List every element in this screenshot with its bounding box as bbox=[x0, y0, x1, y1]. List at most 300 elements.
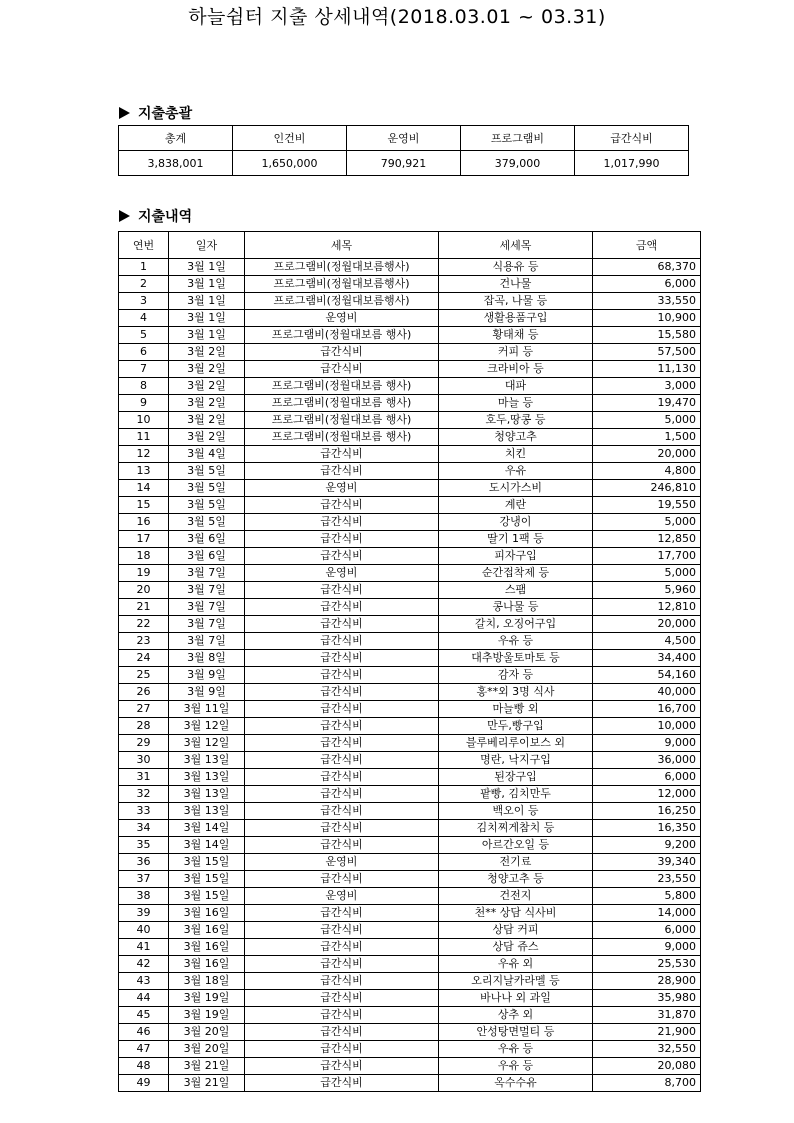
row-date: 3월 18일 bbox=[169, 973, 245, 990]
row-date: 3월 20일 bbox=[169, 1024, 245, 1041]
row-item: 오리지날카라멜 등 bbox=[439, 973, 593, 990]
row-date: 3월 15일 bbox=[169, 854, 245, 871]
row-number: 20 bbox=[119, 582, 169, 599]
row-item: 황태채 등 bbox=[439, 327, 593, 344]
table-row bbox=[119, 633, 701, 650]
row-number: 44 bbox=[119, 990, 169, 1007]
row-category: 급간식비 bbox=[245, 667, 439, 684]
row-item: 크라비아 등 bbox=[439, 361, 593, 378]
summary-value-row bbox=[119, 151, 689, 176]
row-amount: 32,550 bbox=[593, 1041, 701, 1058]
row-category: 급간식비 bbox=[245, 548, 439, 565]
row-date: 3월 5일 bbox=[169, 463, 245, 480]
row-category: 운영비 bbox=[245, 480, 439, 497]
row-amount: 31,870 bbox=[593, 1007, 701, 1024]
summary-value-cell: 790,921 bbox=[347, 151, 461, 176]
row-item: 계란 bbox=[439, 497, 593, 514]
row-item: 상추 외 bbox=[439, 1007, 593, 1024]
summary-header-cell: 총계 bbox=[119, 126, 233, 151]
row-item: 커피 등 bbox=[439, 344, 593, 361]
row-date: 3월 1일 bbox=[169, 293, 245, 310]
row-number: 49 bbox=[119, 1075, 169, 1092]
table-row bbox=[119, 565, 701, 582]
row-date: 3월 8일 bbox=[169, 650, 245, 667]
row-date: 3월 14일 bbox=[169, 837, 245, 854]
row-date: 3월 5일 bbox=[169, 514, 245, 531]
row-number: 25 bbox=[119, 667, 169, 684]
row-date: 3월 19일 bbox=[169, 1007, 245, 1024]
row-category: 급간식비 bbox=[245, 769, 439, 786]
row-category: 프로그램비(정월대보름 행사) bbox=[245, 429, 439, 446]
row-amount: 57,500 bbox=[593, 344, 701, 361]
row-item: 딸기 1팩 등 bbox=[439, 531, 593, 548]
table-row bbox=[119, 378, 701, 395]
row-item: 대추방울토마토 등 bbox=[439, 650, 593, 667]
row-item: 블루베리루이보스 외 bbox=[439, 735, 593, 752]
row-category: 급간식비 bbox=[245, 786, 439, 803]
table-row bbox=[119, 820, 701, 837]
row-item: 식용유 등 bbox=[439, 259, 593, 276]
row-category: 급간식비 bbox=[245, 344, 439, 361]
row-number: 37 bbox=[119, 871, 169, 888]
details-table bbox=[118, 231, 701, 1092]
row-amount: 1,500 bbox=[593, 429, 701, 446]
row-amount: 6,000 bbox=[593, 922, 701, 939]
row-number: 4 bbox=[119, 310, 169, 327]
row-number: 46 bbox=[119, 1024, 169, 1041]
row-item: 아르간오일 등 bbox=[439, 837, 593, 854]
row-date: 3월 15일 bbox=[169, 871, 245, 888]
row-date: 3월 13일 bbox=[169, 803, 245, 820]
row-item: 전기료 bbox=[439, 854, 593, 871]
row-item: 치킨 bbox=[439, 446, 593, 463]
row-category: 운영비 bbox=[245, 888, 439, 905]
row-category: 급간식비 bbox=[245, 684, 439, 701]
summary-header-cell: 운영비 bbox=[347, 126, 461, 151]
row-number: 13 bbox=[119, 463, 169, 480]
row-item: 피자구입 bbox=[439, 548, 593, 565]
row-date: 3월 14일 bbox=[169, 820, 245, 837]
row-category: 급간식비 bbox=[245, 599, 439, 616]
table-row bbox=[119, 514, 701, 531]
table-row bbox=[119, 463, 701, 480]
row-amount: 16,700 bbox=[593, 701, 701, 718]
row-number: 19 bbox=[119, 565, 169, 582]
summary-value-cell: 1,650,000 bbox=[233, 151, 347, 176]
row-number: 38 bbox=[119, 888, 169, 905]
row-item: 생활용품구입 bbox=[439, 310, 593, 327]
row-category: 프로그램비(정월대보름행사) bbox=[245, 276, 439, 293]
row-category: 급간식비 bbox=[245, 752, 439, 769]
row-item: 팥빵, 김치만두 bbox=[439, 786, 593, 803]
row-number: 27 bbox=[119, 701, 169, 718]
row-amount: 20,080 bbox=[593, 1058, 701, 1075]
table-row bbox=[119, 361, 701, 378]
summary-header-cell: 인건비 bbox=[233, 126, 347, 151]
row-item: 명란, 낙지구입 bbox=[439, 752, 593, 769]
row-number: 34 bbox=[119, 820, 169, 837]
row-date: 3월 7일 bbox=[169, 616, 245, 633]
summary-heading-label: 지출총괄 bbox=[138, 106, 193, 122]
table-row bbox=[119, 1007, 701, 1024]
table-row bbox=[119, 480, 701, 497]
summary-header-row bbox=[119, 126, 689, 151]
table-row bbox=[119, 531, 701, 548]
table-row bbox=[119, 293, 701, 310]
table-row bbox=[119, 718, 701, 735]
row-number: 29 bbox=[119, 735, 169, 752]
summary-value-cell: 1,017,990 bbox=[575, 151, 689, 176]
summary-table bbox=[118, 125, 689, 176]
row-amount: 11,130 bbox=[593, 361, 701, 378]
row-number: 18 bbox=[119, 548, 169, 565]
row-item: 우유 등 bbox=[439, 633, 593, 650]
triangle-bullet-icon bbox=[119, 210, 130, 222]
row-number: 32 bbox=[119, 786, 169, 803]
table-row bbox=[119, 327, 701, 344]
row-item: 우유 bbox=[439, 463, 593, 480]
table-row bbox=[119, 1024, 701, 1041]
row-amount: 5,000 bbox=[593, 412, 701, 429]
row-amount: 6,000 bbox=[593, 769, 701, 786]
row-item: 청양고추 등 bbox=[439, 871, 593, 888]
row-number: 11 bbox=[119, 429, 169, 446]
summary-header-cell: 프로그램비 bbox=[461, 126, 575, 151]
row-item: 감자 등 bbox=[439, 667, 593, 684]
row-date: 3월 9일 bbox=[169, 667, 245, 684]
row-number: 2 bbox=[119, 276, 169, 293]
row-item: 강냉이 bbox=[439, 514, 593, 531]
row-amount: 34,400 bbox=[593, 650, 701, 667]
details-table-body bbox=[119, 259, 701, 1092]
row-amount: 9,000 bbox=[593, 735, 701, 752]
row-date: 3월 2일 bbox=[169, 361, 245, 378]
row-category: 급간식비 bbox=[245, 1024, 439, 1041]
row-amount: 6,000 bbox=[593, 276, 701, 293]
table-row bbox=[119, 446, 701, 463]
row-number: 24 bbox=[119, 650, 169, 667]
table-row bbox=[119, 1041, 701, 1058]
row-category: 급간식비 bbox=[245, 922, 439, 939]
details-heading-label: 지출내역 bbox=[138, 209, 193, 225]
row-number: 9 bbox=[119, 395, 169, 412]
row-date: 3월 7일 bbox=[169, 599, 245, 616]
row-amount: 5,000 bbox=[593, 565, 701, 582]
row-amount: 8,700 bbox=[593, 1075, 701, 1092]
table-row bbox=[119, 922, 701, 939]
row-amount: 10,000 bbox=[593, 718, 701, 735]
row-item: 갈치, 오징어구입 bbox=[439, 616, 593, 633]
details-header-row bbox=[119, 232, 701, 259]
row-amount: 5,000 bbox=[593, 514, 701, 531]
row-amount: 9,200 bbox=[593, 837, 701, 854]
row-amount: 4,500 bbox=[593, 633, 701, 650]
row-number: 8 bbox=[119, 378, 169, 395]
row-item: 백오이 등 bbox=[439, 803, 593, 820]
row-item: 호두,땅콩 등 bbox=[439, 412, 593, 429]
row-date: 3월 13일 bbox=[169, 769, 245, 786]
row-category: 급간식비 bbox=[245, 820, 439, 837]
row-number: 21 bbox=[119, 599, 169, 616]
row-date: 3월 16일 bbox=[169, 939, 245, 956]
row-date: 3월 11일 bbox=[169, 701, 245, 718]
row-item: 상담 쥬스 bbox=[439, 939, 593, 956]
row-category: 급간식비 bbox=[245, 871, 439, 888]
row-date: 3월 7일 bbox=[169, 565, 245, 582]
row-item: 잡곡, 나물 등 bbox=[439, 293, 593, 310]
row-amount: 20,000 bbox=[593, 616, 701, 633]
row-category: 급간식비 bbox=[245, 939, 439, 956]
row-item: 콩나물 등 bbox=[439, 599, 593, 616]
table-row bbox=[119, 752, 701, 769]
row-amount: 23,550 bbox=[593, 871, 701, 888]
row-amount: 39,340 bbox=[593, 854, 701, 871]
row-number: 33 bbox=[119, 803, 169, 820]
row-date: 3월 20일 bbox=[169, 1041, 245, 1058]
details-header-cell: 세세목 bbox=[439, 232, 593, 259]
row-number: 17 bbox=[119, 531, 169, 548]
row-category: 급간식비 bbox=[245, 837, 439, 854]
row-category: 급간식비 bbox=[245, 803, 439, 820]
summary-heading bbox=[119, 103, 192, 123]
row-number: 16 bbox=[119, 514, 169, 531]
table-row bbox=[119, 990, 701, 1007]
row-date: 3월 16일 bbox=[169, 956, 245, 973]
row-date: 3월 16일 bbox=[169, 922, 245, 939]
row-category: 프로그램비(정월대보름 행사) bbox=[245, 327, 439, 344]
row-category: 프로그램비(정월대보름 행사) bbox=[245, 412, 439, 429]
row-category: 급간식비 bbox=[245, 1007, 439, 1024]
row-category: 급간식비 bbox=[245, 956, 439, 973]
row-date: 3월 13일 bbox=[169, 752, 245, 769]
row-amount: 54,160 bbox=[593, 667, 701, 684]
row-date: 3월 13일 bbox=[169, 786, 245, 803]
table-row bbox=[119, 1075, 701, 1092]
summary-header-cell: 급간식비 bbox=[575, 126, 689, 151]
row-amount: 40,000 bbox=[593, 684, 701, 701]
row-item: 홍**외 3명 식사 bbox=[439, 684, 593, 701]
table-row bbox=[119, 684, 701, 701]
row-category: 프로그램비(정월대보름행사) bbox=[245, 293, 439, 310]
row-date: 3월 2일 bbox=[169, 378, 245, 395]
table-row bbox=[119, 786, 701, 803]
row-number: 22 bbox=[119, 616, 169, 633]
row-number: 40 bbox=[119, 922, 169, 939]
row-category: 급간식비 bbox=[245, 735, 439, 752]
row-item: 만두,빵구입 bbox=[439, 718, 593, 735]
row-item: 마늘 등 bbox=[439, 395, 593, 412]
row-date: 3월 7일 bbox=[169, 633, 245, 650]
row-date: 3월 2일 bbox=[169, 344, 245, 361]
page-title: 하늘쉼터 지출 상세내역(2018.03.01 ~ 03.31) bbox=[188, 6, 606, 28]
row-item: 김치찌게참치 등 bbox=[439, 820, 593, 837]
row-date: 3월 12일 bbox=[169, 718, 245, 735]
table-row bbox=[119, 956, 701, 973]
row-amount: 36,000 bbox=[593, 752, 701, 769]
row-number: 1 bbox=[119, 259, 169, 276]
triangle-bullet-icon bbox=[119, 107, 130, 119]
row-category: 급간식비 bbox=[245, 582, 439, 599]
row-amount: 16,350 bbox=[593, 820, 701, 837]
row-item: 천** 상담 식사비 bbox=[439, 905, 593, 922]
table-row bbox=[119, 905, 701, 922]
row-item: 우유 외 bbox=[439, 956, 593, 973]
row-item: 건전지 bbox=[439, 888, 593, 905]
row-category: 급간식비 bbox=[245, 1058, 439, 1075]
row-category: 급간식비 bbox=[245, 616, 439, 633]
row-category: 급간식비 bbox=[245, 990, 439, 1007]
row-amount: 20,000 bbox=[593, 446, 701, 463]
row-date: 3월 4일 bbox=[169, 446, 245, 463]
row-amount: 5,800 bbox=[593, 888, 701, 905]
row-amount: 21,900 bbox=[593, 1024, 701, 1041]
row-date: 3월 6일 bbox=[169, 548, 245, 565]
row-number: 15 bbox=[119, 497, 169, 514]
row-amount: 19,470 bbox=[593, 395, 701, 412]
row-number: 45 bbox=[119, 1007, 169, 1024]
table-row bbox=[119, 582, 701, 599]
table-row bbox=[119, 803, 701, 820]
row-category: 운영비 bbox=[245, 854, 439, 871]
row-category: 급간식비 bbox=[245, 633, 439, 650]
row-date: 3월 21일 bbox=[169, 1058, 245, 1075]
row-category: 급간식비 bbox=[245, 905, 439, 922]
row-amount: 25,530 bbox=[593, 956, 701, 973]
table-row bbox=[119, 888, 701, 905]
row-item: 옥수수유 bbox=[439, 1075, 593, 1092]
row-item: 대파 bbox=[439, 378, 593, 395]
row-date: 3월 6일 bbox=[169, 531, 245, 548]
row-amount: 246,810 bbox=[593, 480, 701, 497]
row-amount: 19,550 bbox=[593, 497, 701, 514]
row-amount: 4,800 bbox=[593, 463, 701, 480]
row-category: 운영비 bbox=[245, 310, 439, 327]
row-amount: 17,700 bbox=[593, 548, 701, 565]
row-number: 28 bbox=[119, 718, 169, 735]
details-header-cell: 일자 bbox=[169, 232, 245, 259]
table-row bbox=[119, 769, 701, 786]
summary-value-cell: 379,000 bbox=[461, 151, 575, 176]
table-row bbox=[119, 616, 701, 633]
table-row bbox=[119, 548, 701, 565]
row-number: 43 bbox=[119, 973, 169, 990]
table-row bbox=[119, 344, 701, 361]
row-number: 10 bbox=[119, 412, 169, 429]
row-amount: 16,250 bbox=[593, 803, 701, 820]
row-amount: 35,980 bbox=[593, 990, 701, 1007]
table-row bbox=[119, 395, 701, 412]
table-row bbox=[119, 412, 701, 429]
row-category: 급간식비 bbox=[245, 531, 439, 548]
row-number: 23 bbox=[119, 633, 169, 650]
row-number: 42 bbox=[119, 956, 169, 973]
row-date: 3월 5일 bbox=[169, 497, 245, 514]
row-category: 급간식비 bbox=[245, 463, 439, 480]
row-category: 급간식비 bbox=[245, 718, 439, 735]
row-item: 마늘빵 외 bbox=[439, 701, 593, 718]
row-category: 급간식비 bbox=[245, 497, 439, 514]
row-amount: 12,000 bbox=[593, 786, 701, 803]
row-number: 30 bbox=[119, 752, 169, 769]
row-category: 급간식비 bbox=[245, 973, 439, 990]
row-date: 3월 7일 bbox=[169, 582, 245, 599]
table-row bbox=[119, 310, 701, 327]
table-row bbox=[119, 837, 701, 854]
row-amount: 14,000 bbox=[593, 905, 701, 922]
row-category: 급간식비 bbox=[245, 1041, 439, 1058]
row-date: 3월 19일 bbox=[169, 990, 245, 1007]
row-amount: 28,900 bbox=[593, 973, 701, 990]
row-category: 급간식비 bbox=[245, 1075, 439, 1092]
table-row bbox=[119, 497, 701, 514]
row-category: 프로그램비(정월대보름 행사) bbox=[245, 395, 439, 412]
row-category: 프로그램비(정월대보름행사) bbox=[245, 259, 439, 276]
row-amount: 9,000 bbox=[593, 939, 701, 956]
table-row bbox=[119, 701, 701, 718]
row-item: 안성탕면멀티 등 bbox=[439, 1024, 593, 1041]
table-row bbox=[119, 650, 701, 667]
row-date: 3월 9일 bbox=[169, 684, 245, 701]
row-item: 우유 등 bbox=[439, 1041, 593, 1058]
row-amount: 5,960 bbox=[593, 582, 701, 599]
summary-value-cell: 3,838,001 bbox=[119, 151, 233, 176]
row-category: 운영비 bbox=[245, 565, 439, 582]
row-date: 3월 21일 bbox=[169, 1075, 245, 1092]
row-number: 12 bbox=[119, 446, 169, 463]
row-item: 청양고추 bbox=[439, 429, 593, 446]
row-number: 3 bbox=[119, 293, 169, 310]
row-amount: 3,000 bbox=[593, 378, 701, 395]
table-row bbox=[119, 667, 701, 684]
row-date: 3월 16일 bbox=[169, 905, 245, 922]
row-number: 39 bbox=[119, 905, 169, 922]
row-number: 35 bbox=[119, 837, 169, 854]
row-date: 3월 12일 bbox=[169, 735, 245, 752]
row-amount: 68,370 bbox=[593, 259, 701, 276]
row-item: 도시가스비 bbox=[439, 480, 593, 497]
table-row bbox=[119, 429, 701, 446]
table-row bbox=[119, 939, 701, 956]
row-item: 순간접착제 등 bbox=[439, 565, 593, 582]
row-date: 3월 1일 bbox=[169, 310, 245, 327]
table-row bbox=[119, 973, 701, 990]
row-date: 3월 2일 bbox=[169, 395, 245, 412]
row-number: 7 bbox=[119, 361, 169, 378]
details-header-cell: 세목 bbox=[245, 232, 439, 259]
row-number: 14 bbox=[119, 480, 169, 497]
row-date: 3월 1일 bbox=[169, 276, 245, 293]
row-item: 된장구입 bbox=[439, 769, 593, 786]
row-item: 바나나 외 과일 bbox=[439, 990, 593, 1007]
row-number: 47 bbox=[119, 1041, 169, 1058]
row-category: 프로그램비(정월대보름 행사) bbox=[245, 378, 439, 395]
details-heading bbox=[119, 206, 192, 226]
row-category: 급간식비 bbox=[245, 701, 439, 718]
row-date: 3월 5일 bbox=[169, 480, 245, 497]
row-category: 급간식비 bbox=[245, 361, 439, 378]
row-date: 3월 1일 bbox=[169, 259, 245, 276]
row-amount: 10,900 bbox=[593, 310, 701, 327]
row-date: 3월 2일 bbox=[169, 429, 245, 446]
row-amount: 12,810 bbox=[593, 599, 701, 616]
row-number: 26 bbox=[119, 684, 169, 701]
row-date: 3월 15일 bbox=[169, 888, 245, 905]
row-number: 5 bbox=[119, 327, 169, 344]
table-row bbox=[119, 854, 701, 871]
table-row bbox=[119, 735, 701, 752]
row-number: 31 bbox=[119, 769, 169, 786]
row-category: 급간식비 bbox=[245, 514, 439, 531]
